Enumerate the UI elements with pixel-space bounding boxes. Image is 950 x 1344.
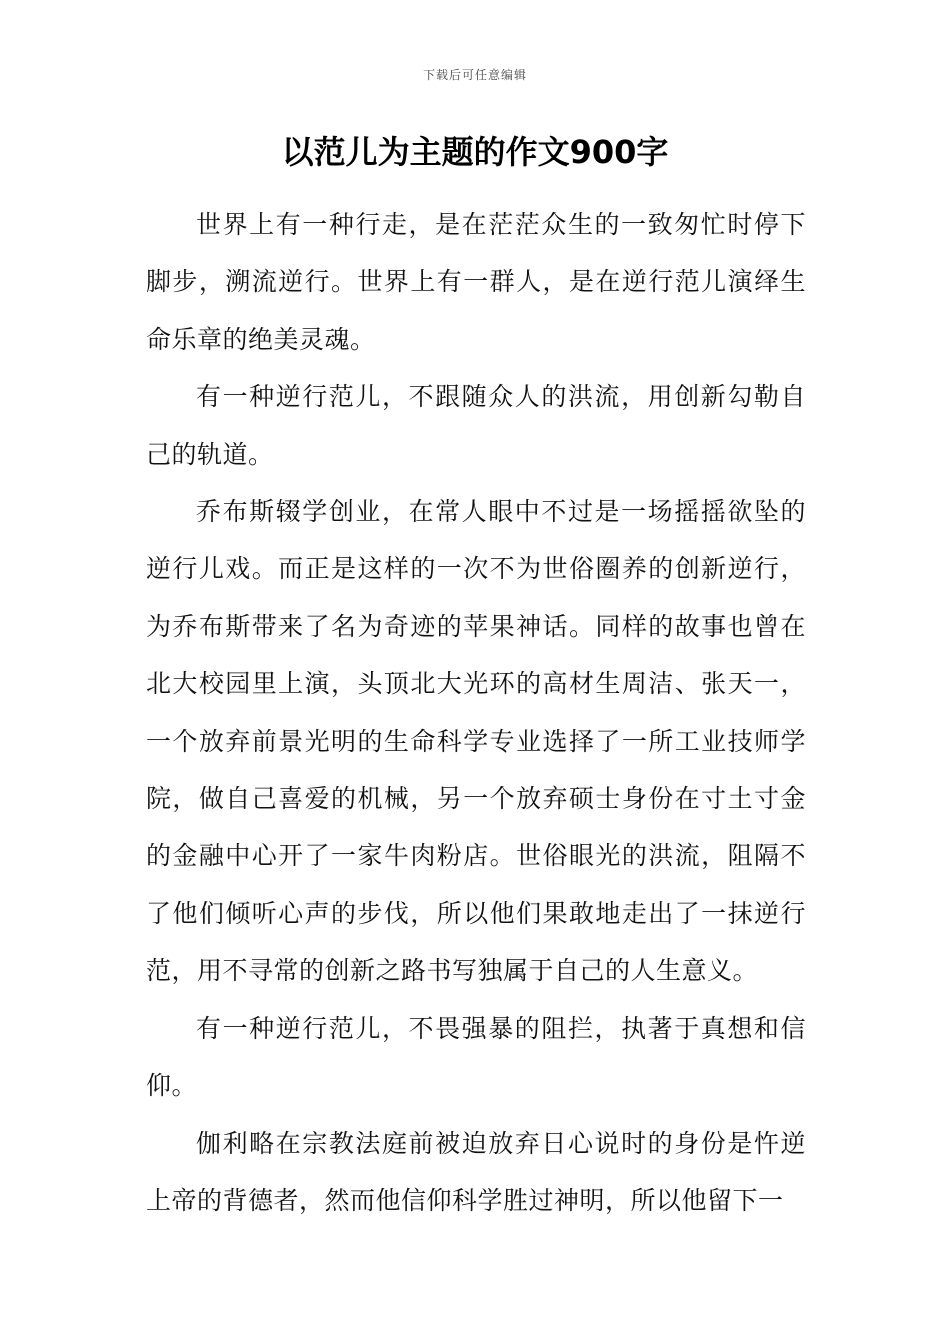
document-body (146, 196, 806, 1229)
paragraph: 乔布斯辍学创业，在常人眼中不过是一场摇摇欲坠的逆行儿戏。而正是这样的一次不为世俗圈养的创新逆行，为乔布斯带来了名为奇迹的苹果神话。同样的故事也曾在北大校园里上演，头顶北大光环的高材生周洁、张天一，一个放弃前景光明的生命科学专业选择了一所工业技师学院，做自己喜爱的机械，另一个放弃硕士身份在寸土寸金的金融中心开了一家牛肉粉店。世俗眼光的洪流，阻隔不了他们倾听心声的步伐，所以他们果敢地走出了一抹逆行范，用不寻常的创新之路书写独属于自己的人生意义。 (146, 497, 806, 986)
paragraph: 有一种逆行范儿，不畏强暴的阻拦，执著于真想和信仰。 (146, 1013, 806, 1101)
paragraph: 伽利略在宗教法庭前被迫放弃日心说时的身份是忤逆上帝的背德者，然而他信仰科学胜过神明，所以他留下一 (146, 1128, 806, 1215)
header-note: 下载后可任意编辑 (422, 68, 527, 82)
paragraph: 有一种逆行范儿，不跟随众人的洪流，用创新勾勒自己的轨道。 (146, 382, 806, 469)
paragraph: 世界上有一种行走，是在茫茫众生的一致匆忙时停下脚步，溯流逆行。世界上有一群人，是在逆行范儿演绎生命乐章的绝美灵魂。 (146, 210, 806, 354)
document-title: 以范儿为主题的作文900字 (281, 133, 669, 171)
